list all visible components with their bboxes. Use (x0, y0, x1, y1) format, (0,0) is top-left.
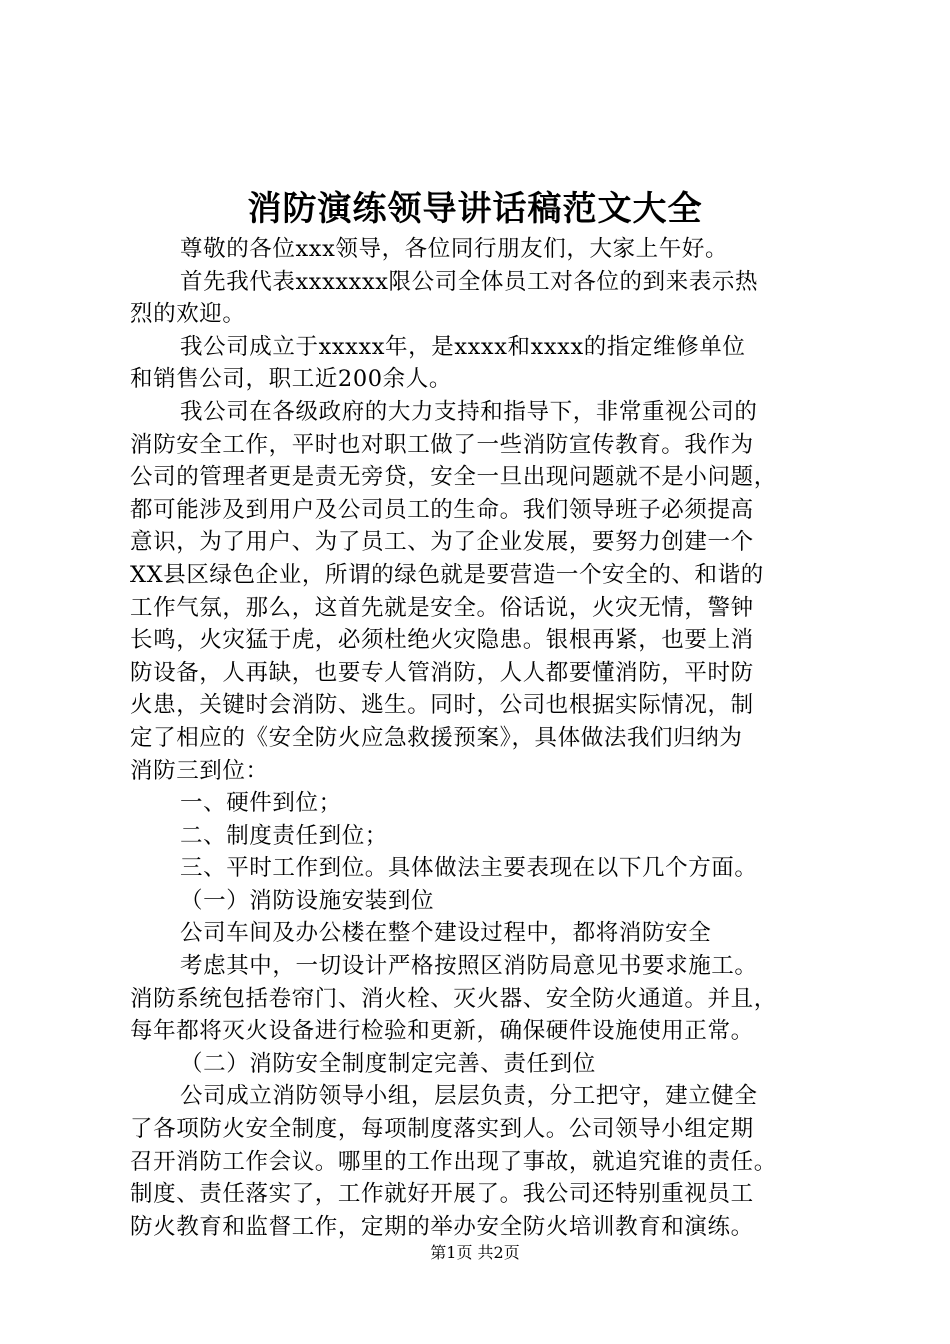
text-line: 都可能涉及到用户及公司员工的生命。我们领导班子必须提高 (130, 496, 754, 523)
text-line: 意识，为了用户、为了员工、为了企业发展，要努力创建一个 (130, 529, 754, 556)
text-line: 一、硬件到位； (180, 790, 342, 817)
text-line: 三、平时工作到位。具体做法主要表现在以下几个方面。 (180, 855, 758, 882)
text-line: 考虑其中，一切设计严格按照区消防局意见书要求施工。 (180, 953, 758, 980)
text-line: 我公司成立于xxxxx年，是xxxx和xxxx的指定维修单位 (180, 333, 746, 360)
text-line: 和销售公司，职工近200余人。 (130, 366, 452, 393)
text-line: 烈的欢迎。 (130, 301, 246, 328)
text-line: 我公司在各级政府的大力支持和指导下，非常重视公司的 (180, 398, 758, 425)
text-line: 公司车间及办公楼在整个建设过程中，都将消防安全 (180, 920, 712, 947)
text-line: 防设备，人再缺，也要专人管消防，人人都要懂消防，平时防 (130, 659, 754, 686)
text-line: （二）消防安全制度制定完善、责任到位 (180, 1050, 596, 1077)
text-line: 防火教育和监督工作，定期的举办安全防火培训教育和演练。 (130, 1213, 754, 1240)
text-line: 公司的管理者更是责无旁贷，安全一旦出现问题就不是小问题， (130, 464, 777, 491)
text-line: 每年都将灭火设备进行检验和更新，确保硬件设施使用正常。 (130, 1018, 754, 1045)
text-line: 制度、责任落实了，工作就好开展了。我公司还特别重视员工 (130, 1181, 754, 1208)
text-line: 消防三到位： (130, 757, 269, 784)
text-line: 公司成立消防领导小组，层层负责，分工把守，建立健全 (180, 1083, 758, 1110)
text-line: 工作气氛，那么，这首先就是安全。俗话说，火灾无情，警钟 (130, 594, 754, 621)
document-title: 消防演练领导讲话稿范文大全 (247, 189, 703, 229)
text-line: 定了相应的《安全防火应急救援预案》，具体做法我们归纳为 (130, 724, 743, 751)
text-line: 长鸣，火灾猛于虎，必须杜绝火灾隐患。银根再紧，也要上消 (130, 627, 754, 654)
text-line: 召开消防工作会议。哪里的工作出现了事故，就追究谁的责任。 (130, 1148, 777, 1175)
page-indicator: 第1页 共2页 (430, 1243, 520, 1262)
text-line: （一）消防设施安装到位 (180, 887, 435, 914)
text-line: 消防系统包括卷帘门、消火栓、灭火器、安全防火通道。并且， (130, 985, 777, 1012)
text-line: 首先我代表xxxxxxx限公司全体员工对各位的到来表示热 (180, 268, 759, 295)
text-line: XX县区绿色企业，所谓的绿色就是要营造一个安全的、和谐的 (130, 561, 764, 588)
text-line: 消防安全工作，平时也对职工做了一些消防宣传教育。我作为 (130, 431, 754, 458)
text-line: 尊敬的各位xxx领导，各位同行朋友们，大家上午好。 (180, 236, 729, 262)
text-line: 了各项防火安全制度，每项制度落实到人。公司领导小组定期 (130, 1116, 754, 1143)
text-line: 二、制度责任到位； (180, 822, 388, 849)
document-body (130, 233, 828, 1243)
text-line: 火患，关键时会消防、逃生。同时，公司也根据实际情况，制 (130, 692, 754, 719)
